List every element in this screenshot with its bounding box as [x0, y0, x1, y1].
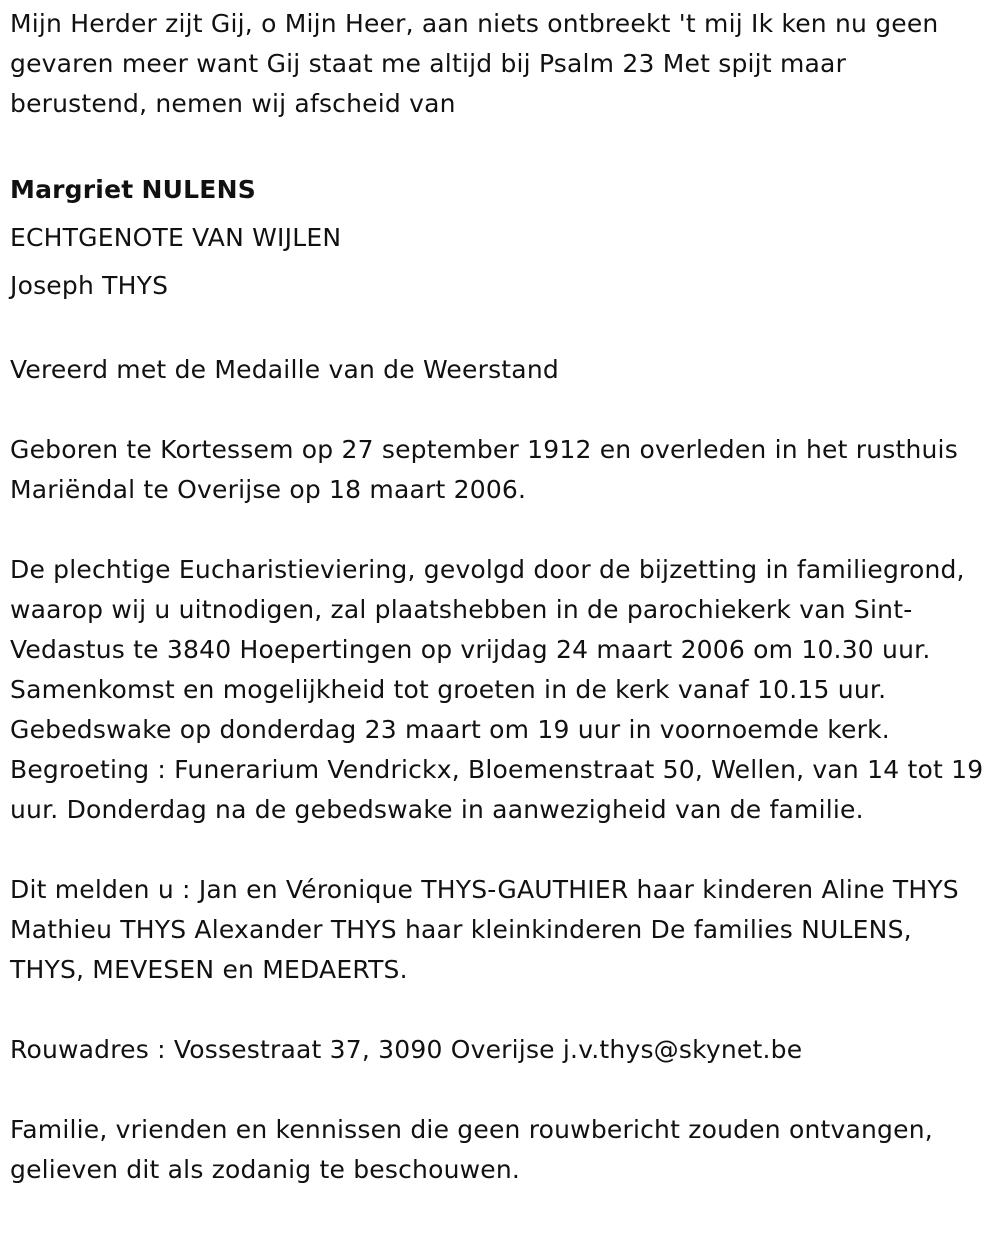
spacer	[10, 124, 990, 164]
deceased-last-name: NULENS	[141, 175, 256, 204]
announced-by-text: Dit melden u : Jan en Véronique THYS-GAUTHIER haar kinderen Aline THYS Mathieu THYS Alexander THYS haar kleinkinderen De families NULENS, THYS, MEVESEN en MEDAERTS.	[10, 875, 959, 984]
honor-text: Vereerd met de Medaille van de Weerstand	[10, 355, 559, 384]
mourning-address: Rouwadres : Vossestraat 37, 3090 Overijse j.v.thys@skynet.be	[10, 1035, 803, 1064]
deceased-name	[10, 166, 990, 214]
spacer	[10, 990, 990, 1030]
ceremony-text: De plechtige Eucharistieviering, gevolgd door de bijzetting in familiegrond, waarop wij u uitnodigen, zal plaatshebben in de parochiekerk van Sint-Vedastus te 3840 Hoepertingen op vrijdag 24 maart 2006 om 10.30 uur. Samenkomst en mogelijkheid tot groeten in de kerk vanaf 10.15 uur. Gebedswake op donderdag 23 maart om 19 uur in voornoemde kerk. Begroeting : Funerarium Vendrickx, Bloemenstraat 50, Wellen, van 14 tot 19 uur. Donderdag na de gebedswake in aanwezigheid van de familie.	[10, 555, 984, 824]
spouse-relation: ECHTGENOTE VAN WIJLEN	[10, 223, 342, 252]
spacer	[10, 1070, 990, 1110]
spouse-name: Joseph THYS	[10, 271, 169, 300]
spacer	[10, 390, 990, 430]
spacer	[10, 510, 990, 550]
deceased-first-name: Margriet	[10, 175, 134, 204]
closing-text: Familie, vrienden en kennissen die geen rouwbericht zouden ontvangen, gelieven dit als zodanig te beschouwen.	[10, 1115, 933, 1184]
spacer	[10, 830, 990, 870]
birth-death-text: Geboren te Kortessem op 27 september 1912 en overleden in het rusthuis Mariëndal te Overijse op 18 maart 2006.	[10, 435, 958, 504]
psalm-intro: Mijn Herder zijt Gij, o Mijn Heer, aan niets ontbreekt 't mij Ik ken nu geen gevaren meer want Gij staat me altijd bij Psalm 23 Met spijt maar berustend, nemen wij afscheid van	[10, 9, 939, 118]
spacer	[10, 310, 990, 350]
